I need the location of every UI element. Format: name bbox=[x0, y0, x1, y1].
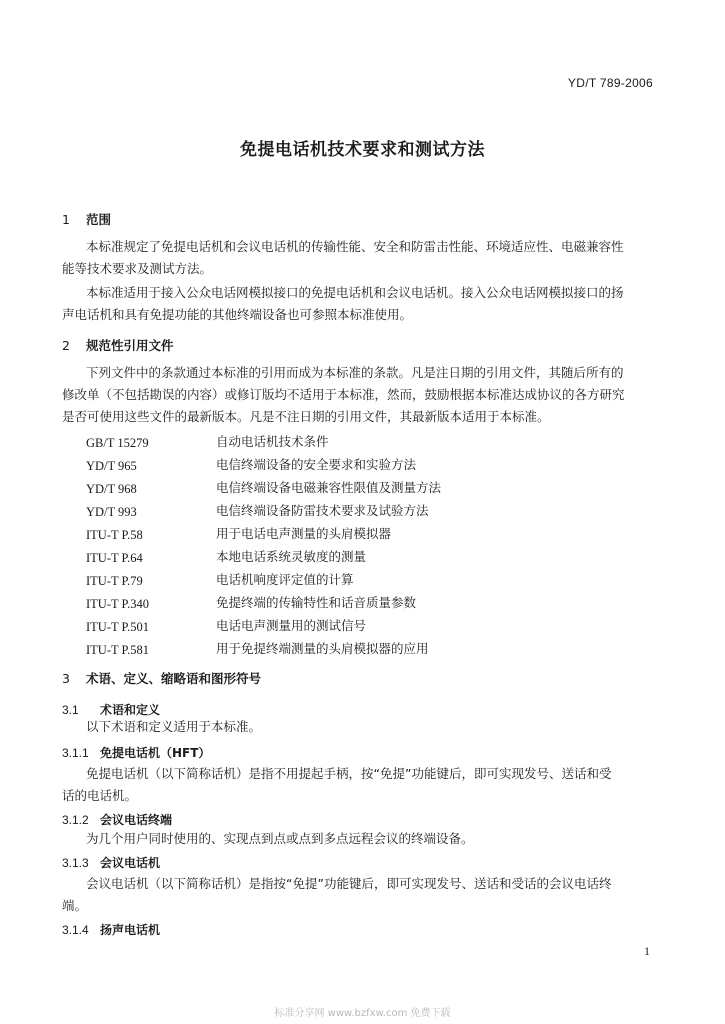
paragraph-line: 会议电话机（以下简称话机）是指按“免提”功能键后，即可实现发号、送话和受话的会议电话终 bbox=[86, 876, 612, 891]
reference-code: YD/T 968 bbox=[86, 482, 137, 496]
paragraph-line: 修改单（不包括勘误的内容）或修订版均不适用于本标准，然而，鼓励根据本标准达成协议的各方研究 bbox=[62, 387, 625, 402]
reference-title: 用于免提终端测量的头肩模拟器的应用 bbox=[216, 641, 429, 656]
subsection-3-1-3-heading bbox=[62, 854, 160, 871]
paragraph-line: 话的电话机。 bbox=[62, 788, 138, 803]
subsection-title: 扬声电话机 bbox=[100, 923, 161, 937]
reference-item bbox=[86, 455, 137, 474]
section-2-heading bbox=[62, 336, 174, 354]
reference-title: 本地电话系统灵敏度的测量 bbox=[216, 549, 367, 564]
section-title: 术语、定义、缩略语和图形符号 bbox=[86, 671, 262, 686]
reference-item bbox=[86, 547, 143, 566]
reference-item bbox=[86, 478, 137, 497]
section-title: 范围 bbox=[86, 212, 112, 227]
section-number: 2 bbox=[62, 338, 70, 353]
reference-item bbox=[86, 593, 149, 612]
reference-title: 免提终端的传输特性和话音质量参数 bbox=[216, 595, 417, 610]
paragraph-line: 为几个用户同时使用的、实现点到点或点到多点远程会议的终端设备。 bbox=[86, 831, 474, 846]
reference-item bbox=[86, 501, 137, 520]
document-title: 免提电话机技术要求和测试方法 bbox=[240, 140, 485, 160]
reference-item bbox=[86, 639, 149, 658]
page-number: 1 bbox=[644, 944, 650, 958]
paragraph-line: 是否可使用这些文件的最新版本。凡是不注日期的引用文件，其最新版本适用于本标准。 bbox=[62, 409, 550, 424]
section-number: 3 bbox=[62, 671, 70, 686]
reference-code: YD/T 993 bbox=[86, 505, 137, 519]
subsection-title: 会议电话终端 bbox=[100, 813, 173, 827]
reference-code: ITU-T P.64 bbox=[86, 551, 143, 565]
reference-code: ITU-T P.581 bbox=[86, 643, 149, 657]
subsection-number: 3.1.3 bbox=[62, 856, 89, 870]
reference-title: 用于电话电声测量的头肩模拟器 bbox=[216, 526, 392, 541]
paragraph-line: 本标准适用于接入公众电话网模拟接口的免提电话机和会议电话机。接入公众电话网模拟接口的扬 bbox=[86, 285, 624, 300]
paragraph-line: 声电话机和具有免提功能的其他终端设备也可参照本标准使用。 bbox=[62, 307, 413, 322]
section-3-heading bbox=[62, 669, 261, 687]
reference-title: 电话机响度评定值的计算 bbox=[216, 572, 354, 587]
subsection-3-1-2-heading bbox=[62, 811, 172, 828]
reference-title: 电信终端设备防雷技术要求及试验方法 bbox=[216, 503, 429, 518]
paragraph-line: 免提电话机（以下简称话机）是指不用提起手柄，按“免提”功能键后，即可实现发号、送话和受 bbox=[86, 766, 612, 781]
reference-item bbox=[86, 616, 149, 635]
reference-item bbox=[86, 524, 143, 543]
reference-code: ITU-T P.79 bbox=[86, 574, 143, 588]
subsection-number: 3.1.4 bbox=[62, 923, 89, 937]
paragraph-line: 下列文件中的条款通过本标准的引用而成为本标准的条款。凡是注日期的引用文件，其随后所有的 bbox=[86, 365, 624, 380]
reference-code: ITU-T P.58 bbox=[86, 528, 143, 542]
subsection-title: 术语和定义 bbox=[100, 703, 161, 717]
paragraph-line: 本标准规定了免提电话机和会议电话机的传输性能、安全和防雷击性能、环境适应性、电磁兼容性 bbox=[86, 239, 624, 254]
section-1-heading bbox=[62, 210, 111, 228]
subsection-3-1-4-heading bbox=[62, 921, 160, 938]
subsection-number: 3.1 bbox=[62, 703, 79, 717]
reference-title: 电信终端设备的安全要求和实验方法 bbox=[216, 457, 417, 472]
reference-code: ITU-T P.340 bbox=[86, 597, 149, 611]
paragraph-line: 端。 bbox=[62, 898, 88, 913]
reference-title: 自动电话机技术条件 bbox=[216, 434, 329, 449]
subsection-title: 会议电话机 bbox=[100, 856, 161, 870]
paragraph-line: 能等技术要求及测试方法。 bbox=[62, 261, 213, 276]
subsection-number: 3.1.1 bbox=[62, 746, 89, 760]
reference-code: ITU-T P.501 bbox=[86, 620, 149, 634]
subsection-number: 3.1.2 bbox=[62, 813, 89, 827]
footer-watermark: 标准分享网 www.bzfxw.com 免费下载 bbox=[274, 1008, 451, 1019]
reference-title: 电话电声测量用的测试信号 bbox=[216, 618, 367, 633]
paragraph-line: 以下术语和定义适用于本标准。 bbox=[86, 719, 262, 734]
section-number: 1 bbox=[62, 212, 70, 227]
reference-item bbox=[86, 570, 143, 589]
section-title: 规范性引用文件 bbox=[86, 338, 174, 353]
reference-item bbox=[86, 432, 149, 451]
standard-number: YD/T 789-2006 bbox=[567, 76, 653, 90]
subsection-3-1-1-heading bbox=[62, 744, 210, 761]
subsection-title: 免提电话机（HFT） bbox=[100, 746, 211, 760]
reference-code: YD/T 965 bbox=[86, 459, 137, 473]
reference-title: 电信终端设备电磁兼容性限值及测量方法 bbox=[216, 480, 442, 495]
reference-code: GB/T 15279 bbox=[86, 436, 149, 450]
